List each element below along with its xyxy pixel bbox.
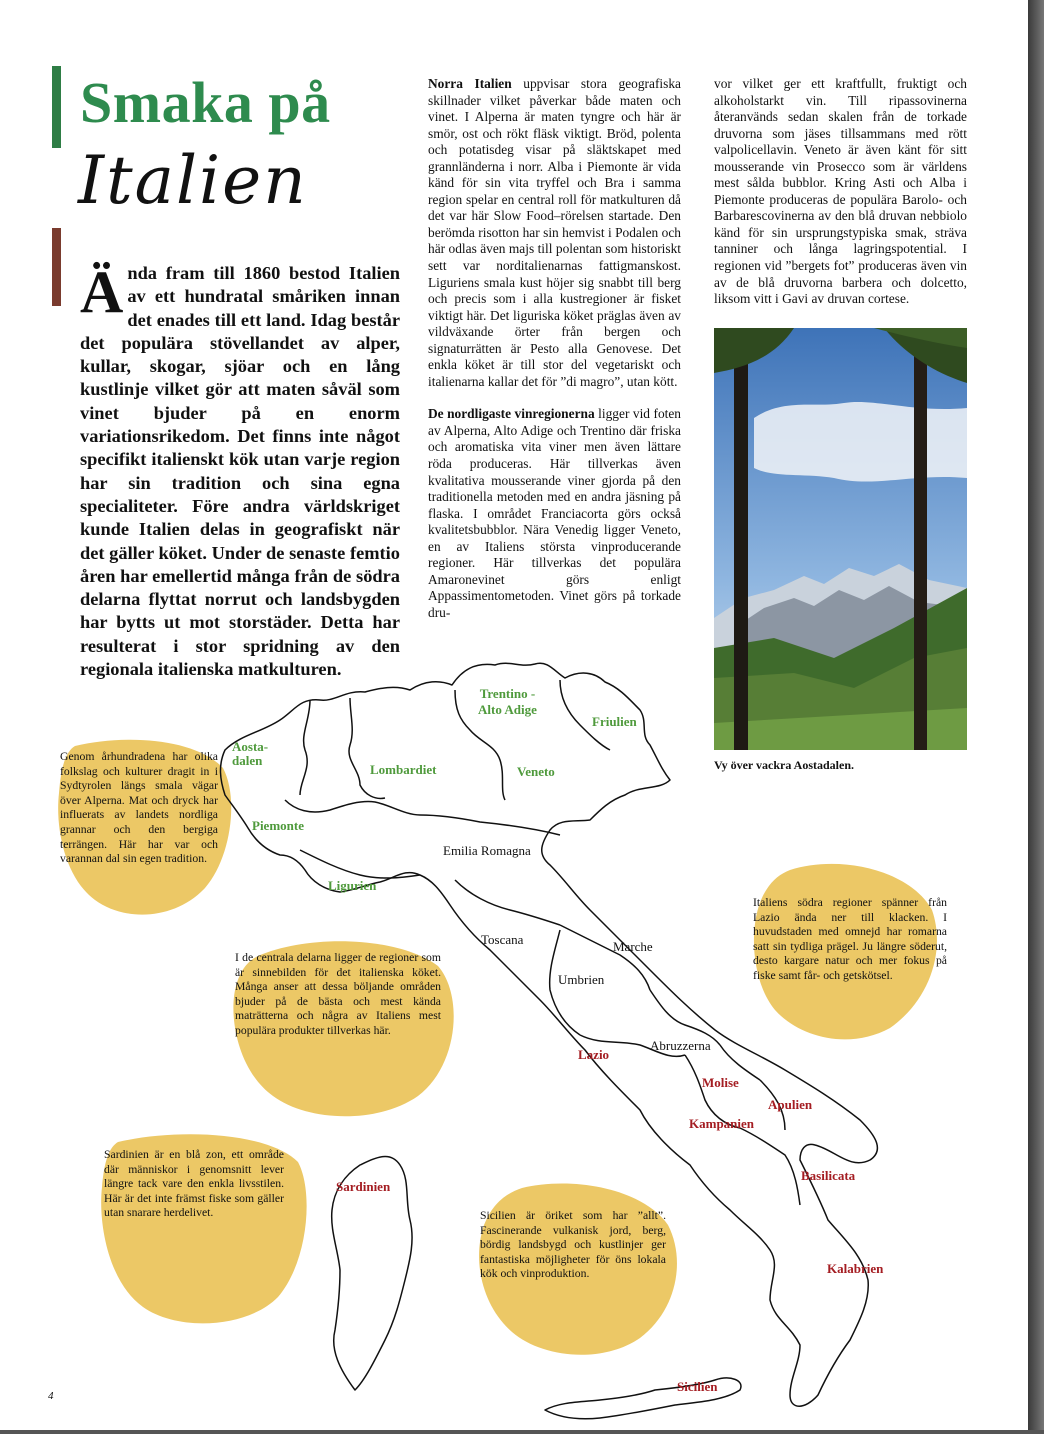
region-label-apulien: Apulien	[768, 1097, 813, 1112]
region-label-umbrien: Umbrien	[558, 972, 605, 987]
page-bottom-rule	[0, 1430, 1044, 1434]
region-label-kampanien: Kampanien	[689, 1116, 755, 1131]
region-label-toscana: Toscana	[481, 932, 524, 947]
region-label-abruzzerna: Abruzzerna	[650, 1038, 711, 1053]
page-title-line-1: Smaka på	[80, 70, 331, 135]
page-title-line-2: Italien	[78, 142, 308, 219]
region-label-piemonte: Piemonte	[252, 818, 304, 833]
column-two-lead-2: De nordligaste vinregionerna	[428, 406, 595, 422]
region-label-marche: Marche	[613, 939, 653, 954]
page-edge-shadow	[1028, 0, 1044, 1434]
region-label-emilia-romagna: Emilia Romagna	[443, 843, 531, 858]
column-two-paragraph-1	[428, 76, 681, 390]
drop-cap: Ä	[80, 259, 124, 325]
region-label-basilicata: Basilicata	[801, 1168, 856, 1183]
bubble-text-central: I de centrala delarna ligger de regioner som är sinnebilden för det italienska köket. Många anser att dessa böljande områden bjuder på de bästa och mest kända maträtterna och några av Italiens mest populära produkter tillverkas här.	[235, 951, 441, 1037]
page-number: 4	[48, 1390, 54, 1402]
intro-text: nda fram till 1860 bestod Italien av ett hundratal småriken innan det enades till ett land. Idag består det populära stövellandet av alper, kullar, skogar, sjöar och en lång kustlinje vilket gör att maten såväl som vinet bjuder på en enorm variationsrikedom. Det finns inte något specifikt italienskt kök utan varje region har sin tradition och sina egna specialiteter. Före andra världskriget kunde Italien delas in geografiskt när det gäller köket. Under de senaste femtio åren har emellertid många från de södra delarna flyttat norrut och landsbygden har bytts ut mot storstäder. Detta har resulterat i stor spridning av den regionala italienska matkulturen.	[80, 263, 400, 680]
column-two-text-1: uppvisar stora geografiska skillnader vilket påverkar både maten och vinet. I Alperna är maten tyngre och här är smör, ost och rökt fläsk viktigt. Bröd, polenta och potatisdeg visar på släktskapet med grannländerna i norr. Alba i Piemonte är vida känd för sin vita tryffel och Bra i samma region spelar en central roll för matkulturen då det var här Slow Food–rörelsen startade. Den berömda risotton har sin hemvist i Podalen och här odlas även majs till polentan som historiskt sett var norditalienarnas fattigmanskost. Liguriens smala kust höjer sig snabbt till berg och precis som i alla kustregioner är fisket viktigt här. Det liguriska köket präglas även av vildväxande örter från bergen och signaturrätten är Pesto alla Genovese. Det enkla köket är till stor del vegetariskt och italienarna kallar det för ”di magro”, utan kött.	[428, 76, 681, 389]
column-two	[428, 76, 681, 638]
bubble-text-sicily: Sicilien är öriket som har ”allt”. Fascinerande vulkanisk jord, berg, bördig landsbygd och kustlinjer ger fantastiska möjligheter för öns lokala kök och vinproduktion.	[480, 1209, 666, 1281]
column-two-lead-1: Norra Italien	[428, 76, 512, 91]
region-label-aosta: Aosta- dalen	[232, 739, 269, 768]
bubble-text-south: Italiens södra regioner spänner från Lazio ända ner till klacken. I huvudstaden med omnejd har romarna satt sin tydliga prägel. Ju längre söderut, desto kargare natur och mer fokus på fiske samt får- och getskötsel.	[753, 896, 947, 982]
bubble-text-sardinia: Sardinien är en blå zon, ett område där människor i genomsnitt lever längre tack vare den enkla livsstilen. Här är det inte främst fiske som gäller utan snarare herdelivet.	[104, 1148, 284, 1220]
photo-caption: Vy över vackra Aostadalen.	[714, 758, 855, 772]
bubble-text-aosta: Genom århundradena har olika folkslag och kulturer dragit in i Sydtyrolen längs smala vägar över Alperna. Mat och dryck har influerats av landets nordliga grannar och den bergiga terrängen. Här har var och varannan dal sin egen tradition.	[60, 750, 218, 866]
column-three	[714, 76, 967, 324]
column-two-paragraph-2	[428, 406, 681, 621]
region-label-molise: Molise	[702, 1075, 739, 1090]
region-label-lazio: Lazio	[578, 1047, 610, 1062]
region-label-sardinien: Sardinien	[336, 1179, 391, 1194]
region-label-ligurien: Ligurien	[328, 878, 377, 893]
region-label-trentino: Trentino - Alto Adige	[478, 686, 537, 717]
column-two-text-2: ligger vid foten av Alperna, Alto Adige och Trentino där friska och aromatiska vita viner men även lättare röda produceras. Här tillverkas även kvalitativa mousserande viner gjorda på den traditionella metoden med en andra jäsning på flaska. I området Franciacorta görs också kvalitetsbubblor. Nära Venedig ligger Veneto, en av Italiens största vinproducerande regioner. Här tillverkas det populära Amaronevinet görs enligt Appassimentometoden. Vinet görs på torkade dru-	[428, 406, 682, 620]
region-label-lombardiet: Lombardiet	[370, 762, 437, 777]
region-label-kalabrien: Kalabrien	[827, 1261, 884, 1276]
title-accent-bar	[52, 66, 61, 148]
intro-accent-bar	[52, 228, 61, 306]
region-label-veneto: Veneto	[517, 764, 555, 779]
region-label-friulien: Friulien	[592, 714, 637, 729]
intro-paragraph	[80, 259, 400, 681]
column-three-text: vor vilket ger ett kraftfullt, fruktigt och alkoholstarkt vin. Till ripassovinerna återanvänds sedan skalen från de torkade druvorna som jäses tillsammans med rött valpolicellavin. Veneto är även känt för sitt mousserande vin Prosecco som är världens mest sålda bubblor. Kring Asti och Alba i Piemonte produceras de populära Barolo- och Barbarescovinerna av den blå druvan nebbiolo känd för sin ursprungstypiska smak, sträva tanniner och långa lagringspotential. I regionen vid ”bergets fot” produceras även vin av de blå druvorna barbera och dolcetto, liksom vitt i Gavi av druvan cortese.	[714, 76, 967, 307]
region-label-sicilien: Sicilien	[677, 1379, 718, 1394]
